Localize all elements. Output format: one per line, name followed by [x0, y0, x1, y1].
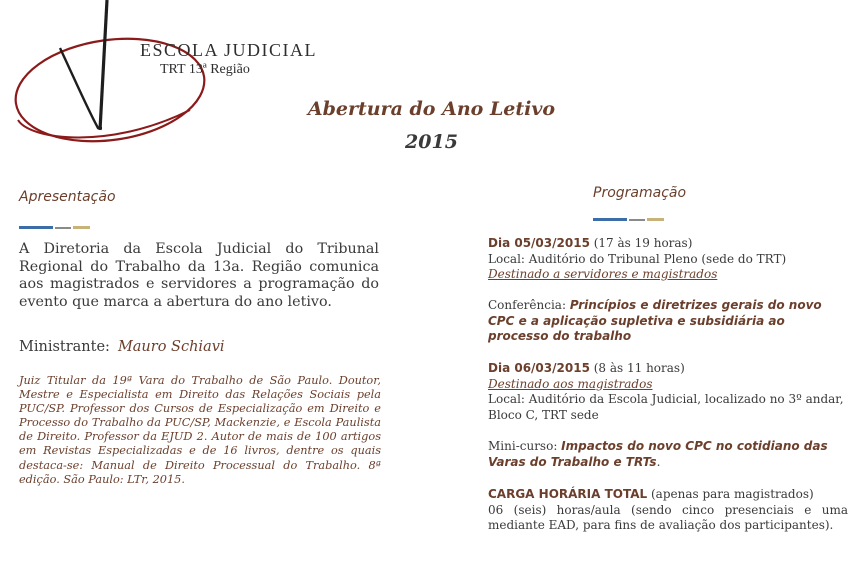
day1-local: Local: Auditório do Tribunal Pleno (sede do TRT) — [488, 251, 787, 266]
ministrante-line — [19, 339, 225, 355]
ministrante-name: Mauro Schiavi — [117, 339, 225, 355]
day1-date: Dia 05/03/2015 — [488, 236, 590, 250]
day1-audience: Destinado a servidores e magistrados — [488, 267, 718, 281]
day1-activity-label: Conferência: — [488, 298, 570, 312]
day2-activity — [488, 439, 848, 470]
day1-block — [488, 236, 848, 283]
day2-activity-label: Mini-curso: — [488, 439, 562, 453]
school-subtitle: TRT 13ª Região — [160, 62, 250, 77]
apresentacao-heading: Apresentação — [19, 189, 116, 205]
school-name: ESCOLA JUDICIAL — [140, 40, 318, 60]
carga-note: (apenas para magistrados) — [647, 487, 814, 501]
day2-date: Dia 06/03/2015 — [488, 361, 590, 375]
event-title: Abertura do Ano Letivo — [307, 98, 556, 120]
day1-activity-title: Princípios e diretrizes gerais do novo CPC e a aplicação supletiva e subsidiária ao processo do trabalho — [488, 298, 822, 343]
ministrante-bio: Juiz Titular da 19ª Vara do Trabalho de São Paulo. Doutor, Mestre e Especialista em Direito das Relações Sociais pela PUC/SP. Professor dos Cursos de Especialização em Direito e Processo do Trabalho da PUC/SP, Mackenzie, e Escola Paulista de Direito. Professor da EJUD 2. Autor de mais de 100 artigos em Revistas Especializadas e de 16 livros, dentre os quais destaca-se: Manual de Direito Processual do Trabalho. 8ª edição. São Paulo: LTr, 2015. — [19, 374, 381, 486]
carga-label: CARGA HORÁRIA TOTAL — [488, 487, 648, 501]
intro-paragraph: A Diretoria da Escola Judicial do Tribunal Regional do Trabalho da 13a. Região comunica aos magistrados e servidores a programação do evento que marca a abertura do ano letivo. — [19, 241, 379, 310]
day2-block — [488, 361, 848, 423]
day2-heading — [488, 361, 848, 377]
day2-activity-end: . — [656, 454, 661, 469]
day1-activity — [488, 298, 848, 345]
carga-heading — [488, 487, 848, 503]
programacao-heading: Programação — [593, 185, 687, 201]
day2-activity-title: Impactos do novo CPC no cotidiano das Varas do Trabalho e TRTs — [488, 439, 828, 469]
event-year: 2015 — [405, 131, 458, 153]
carga-block — [488, 487, 848, 534]
ministrante-label: Ministrante: — [19, 339, 110, 355]
day2-local: Local: Auditório da Escola Judicial, localizado no 3º andar, Bloco C, TRT sede — [488, 392, 844, 422]
day1-heading — [488, 236, 848, 252]
day2-audience: Destinado aos magistrados — [488, 376, 653, 391]
carga-detail: 06 (seis) horas/aula (sendo cinco presenciais e uma mediante EAD, para fins de avaliação dos participantes). — [488, 502, 848, 532]
day1-time: (17 às 19 horas) — [589, 236, 693, 250]
day2-time: (8 às 11 horas) — [589, 361, 685, 375]
